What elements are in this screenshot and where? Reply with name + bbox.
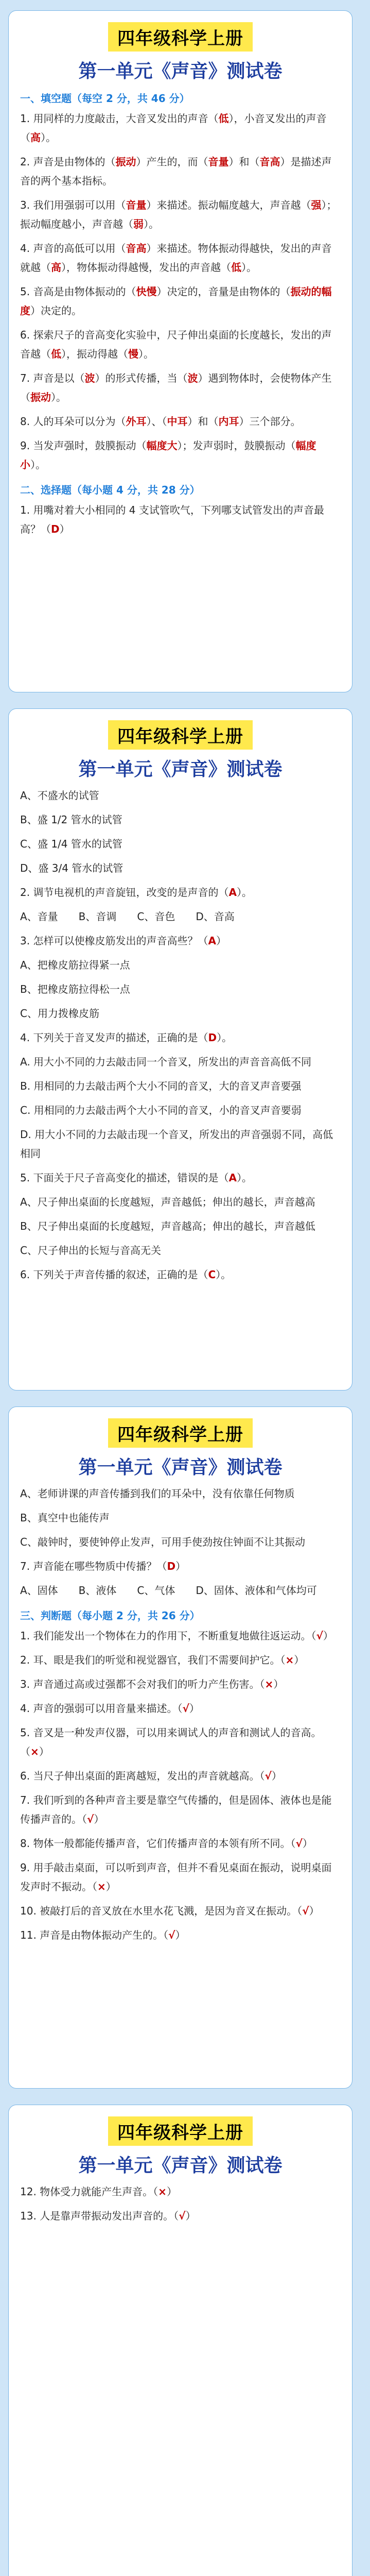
option-line: C、敲钟时，要使钟停止发声，可用手使劲按住钟面不让其振动: [20, 1536, 305, 1548]
option-line: C、盛 1/4 管水的试管: [20, 838, 122, 850]
section-heading-fill: 一、填空题（每空 2 分，共 46 分）: [20, 92, 190, 105]
option-line: C、尺子伸出的长短与音高无关: [20, 1244, 161, 1257]
choice-question-2: 2. 调节电视机的声音旋钮，改变的是声音的（A）。: [20, 886, 252, 899]
answer: 快慢: [136, 285, 157, 298]
answer: ×: [158, 2185, 167, 2198]
answer: √: [182, 1702, 189, 1715]
question-3: 3. 我们用强弱可以用（音量）来描述。振动幅度越大，声音越（强）；振动幅度越小，声音越（弱）。: [20, 199, 337, 230]
question-6: 6. 探索尺子的音高变化实验中，尺子伸出桌面的长度越长，发出的声音越（低），振动得越（慢）。: [20, 329, 332, 360]
answer: D: [208, 1031, 217, 1044]
choice-question-1: 1. 用嘴对着大小相同的 4 支试管吹气，下列哪支试管发出的声音最高？（D）: [20, 504, 324, 535]
answer: A: [228, 886, 237, 899]
answer: √: [168, 1929, 175, 1941]
answer: 音量: [126, 199, 147, 211]
page-header: [20, 720, 341, 781]
question-2: 2. 声音是由物体的（振动）产生的，而（音量）和（音高）是描述声音的两个基本指标。: [20, 156, 332, 187]
answer: ×: [30, 1745, 39, 1758]
answer: 中耳: [167, 415, 188, 428]
answer: 振动的幅度: [20, 285, 332, 317]
section-heading-choice: 二、选择题（每小题 4 分，共 28 分）: [20, 484, 200, 496]
answer: 波: [84, 372, 95, 384]
page-title: 四年级科学上册: [108, 720, 253, 750]
answer: 外耳: [126, 415, 147, 428]
option-line: A、音量 B、音调 C、音色 D、音高: [20, 910, 235, 923]
option-line: A、把橡皮筋拉得紧一点: [20, 959, 130, 971]
answer: 振动: [30, 391, 51, 403]
answer: 高: [51, 261, 61, 274]
option-line: B、真空中也能传声: [20, 1512, 110, 1524]
judge-question-1: 1. 我们能发出一个物体在力的作用下，不断重复地做往返运动。（√）: [20, 1630, 333, 1642]
answer: 低: [231, 261, 241, 274]
question-9: 9. 当发声强时，鼓膜振动（幅度大）；发声弱时，鼓膜振动（幅度小）。: [20, 439, 316, 471]
answer: √: [265, 1770, 272, 1782]
answer: √: [179, 2210, 186, 2222]
judge-question-11: 11. 声音是由物体振动产生的。（√）: [20, 1929, 186, 1941]
answer: √: [302, 1905, 309, 1917]
answer: 振动: [115, 156, 136, 168]
answer: √: [295, 1837, 303, 1850]
question-7: 7. 声音是以（波）的形式传播，当（波）遇到物体时，会使物体产生（振动）。: [20, 372, 332, 403]
answer: ×: [265, 1678, 274, 1690]
answer: 幅度大: [146, 439, 178, 452]
page-title: 四年级科学上册: [108, 2116, 253, 2146]
answer: 慢: [128, 348, 138, 360]
choice-question-6: 6. 下列关于声音传播的叙述，正确的是（C）。: [20, 1268, 232, 1281]
choice-question-5: 5. 下面关于尺子音高变化的描述，错误的是（A）。: [20, 1172, 252, 1184]
choice-question-3: 3. 怎样可以使橡皮筋发出的声音高些？（A）: [20, 935, 226, 947]
page-subtitle: 第一单元《声音》测试卷: [78, 1456, 283, 1478]
answer: 强: [311, 199, 322, 211]
answer: D: [167, 1560, 176, 1572]
question-4: 4. 声音的高低可以用（音高）来描述。物体振动得越快，发出的声音就越（高），物体振动得越慢，发出的声音越（低）。: [20, 242, 332, 274]
option-line: D、盛 3/4 管水的试管: [20, 862, 124, 874]
answer: 音高: [259, 156, 280, 168]
option-line: A、老师讲课的声音传播到我们的耳朵中，没有依靠任何物质: [20, 1487, 295, 1500]
answer: C: [208, 1268, 216, 1281]
judge-question-2: 2. 耳、眼是我们的听觉和视觉器官，我们不需要间护它。（×）: [20, 1654, 305, 1666]
judge-question-12: 12. 物体受力就能产生声音。（×）: [20, 2185, 177, 2198]
option-line: A、固体 B、液体 C、气体 D、固体、液体和气体均可: [20, 1584, 317, 1597]
choice-question-4: 4. 下列关于音叉发声的描述，正确的是（D）。: [20, 1031, 233, 1044]
page-card-3: [8, 1406, 353, 2089]
judge-question-8: 8. 物体一般都能传播声音，它们传播声音的本领有所不同。（√）: [20, 1837, 313, 1850]
answer: 音量: [208, 156, 229, 168]
page-header: [20, 22, 341, 83]
option-line: C. 用相同的力去敲击两个大小不同的音叉，小的音叉声音要弱: [20, 1104, 302, 1116]
judge-question-4: 4. 声音的强弱可以用音量来描述。（√）: [20, 1702, 200, 1715]
judge-question-13: 13. 人是靠声带振动发出声音的。（√）: [20, 2210, 196, 2222]
answer: 内耳: [218, 415, 239, 428]
answer: ×: [285, 1654, 294, 1666]
option-line: A、尺子伸出桌面的长度越短，声音越低；伸出的越长，声音越高: [20, 1196, 315, 1208]
answer: 幅度小: [20, 439, 316, 471]
option-line: B. 用相同的力去敲击两个大小不同的音叉，大的音叉声音要强: [20, 1080, 302, 1092]
answer: A: [228, 1172, 237, 1184]
answer: √: [316, 1630, 323, 1642]
question-5: 5. 音高是由物体振动的（快慢）决定的，音量是由物体的（振动的幅度）决定的。: [20, 285, 332, 317]
option-line: B、把橡皮筋拉得松一点: [20, 983, 130, 995]
section-heading-judge: 三、判断题（每小题 2 分，共 26 分）: [20, 1609, 200, 1622]
judge-question-10: 10. 被敲打后的音叉放在水里水花飞溅，是因为音叉在振动。（√）: [20, 1905, 320, 1917]
answer: 波: [187, 372, 198, 384]
page-card-2: [8, 708, 353, 1391]
option-line: C、用力拨橡皮筋: [20, 1007, 99, 1020]
answer: ×: [97, 1880, 106, 1893]
option-line: B、盛 1/2 管水的试管: [20, 814, 122, 826]
question-8: 8. 人的耳朵可以分为（外耳）、（中耳）和（内耳）三个部分。: [20, 415, 301, 428]
answer: 弱: [133, 218, 144, 230]
answer: 高: [30, 131, 41, 144]
judge-question-3: 3. 声音通过高或过强都不会对我们的听力产生伤害。（×）: [20, 1678, 284, 1690]
page-card-4: [8, 2105, 353, 2576]
option-line: A、不盛水的试管: [20, 789, 99, 802]
answer: √: [87, 1813, 94, 1825]
page-title: 四年级科学上册: [108, 1418, 253, 1448]
option-line: A. 用大小不同的力去敲击同一个音叉，所发出的声音音高低不同: [20, 1056, 312, 1068]
page-title: 四年级科学上册: [108, 22, 253, 52]
judge-question-5: 5. 音叉是一种发声仪器，可以用来调试人的声音和测试人的音高。（×）: [20, 1726, 322, 1758]
question-1: 1. 用同样的力度敲击，大音叉发出的声音（低），小音叉发出的声音（高）。: [20, 112, 327, 144]
option-line: D. 用大小不同的力去敲击现一个音叉，所发出的声音强弱不同，高低相同: [20, 1128, 333, 1160]
judge-question-6: 6. 当尺子伸出桌面的距离越短，发出的声音就越高。（√）: [20, 1770, 282, 1782]
page-header: [20, 1418, 341, 1479]
answer: A: [208, 935, 216, 947]
page-card-1: [8, 10, 353, 692]
answer: D: [51, 523, 60, 535]
page-subtitle: 第一单元《声音》测试卷: [78, 60, 283, 82]
option-line: B、尺子伸出桌面的长度越短，声音越高；伸出的越长，声音越低: [20, 1220, 315, 1232]
page-header: [20, 2116, 341, 2177]
answer: 低: [218, 112, 229, 125]
page-subtitle: 第一单元《声音》测试卷: [78, 2155, 283, 2176]
answer: 低: [51, 348, 61, 360]
judge-question-7: 7. 我们听到的各种声音主要是靠空气传播的，但是固体、液体也是能传播声音的。（√）: [20, 1794, 332, 1825]
choice-question-7: 7. 声音能在哪些物质中传播？（D）: [20, 1560, 186, 1572]
page-subtitle: 第一单元《声音》测试卷: [78, 758, 283, 780]
answer: 音高: [126, 242, 147, 255]
judge-question-9: 9. 用手敲击桌面，可以听到声音，但并不看见桌面在振动，说明桌面发声时不振动。（×）: [20, 1861, 332, 1893]
